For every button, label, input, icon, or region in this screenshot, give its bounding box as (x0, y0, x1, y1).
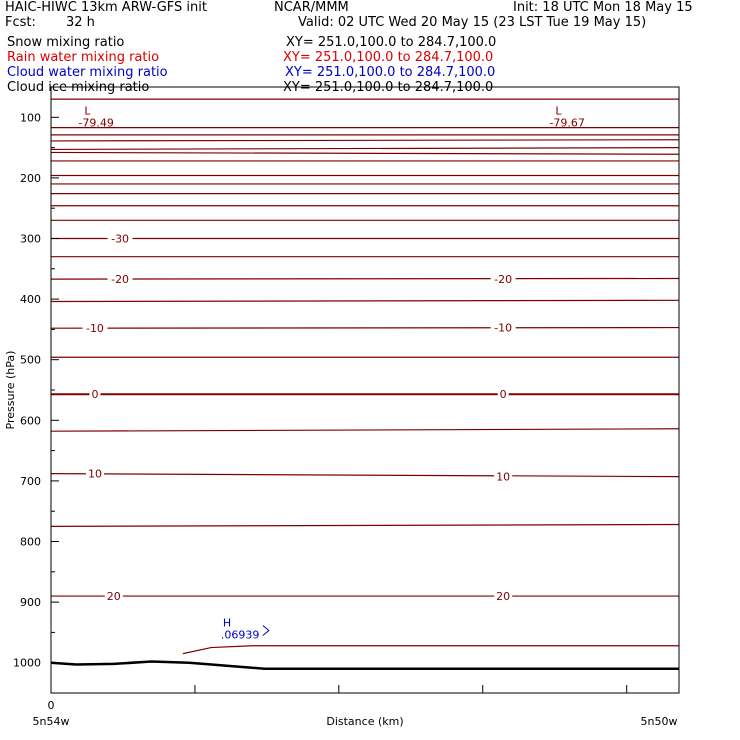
y-tick-label: 500 (20, 353, 41, 367)
forecast-label: Fcst: (5, 15, 36, 30)
y-tick-label: 300 (20, 232, 41, 246)
contour-label: -20 (494, 273, 513, 287)
legend-xy-snow: XY= 251.0,100.0 to 284.7,100.0 (286, 35, 497, 50)
contour-label: 10 (496, 470, 511, 484)
contour-label: 0 (499, 388, 507, 402)
temperature-contour (51, 152, 679, 154)
contour-label: 10 (87, 467, 102, 481)
legend-xy-cloud-water: XY= 251.0,100.0 to 284.7,100.0 (285, 65, 496, 80)
org-label: NCAR/MMM (274, 0, 349, 15)
y-tick-label: 800 (20, 535, 41, 549)
y-tick-label: 400 (20, 293, 41, 307)
temperature-contour (51, 474, 679, 477)
terrain-line (51, 661, 679, 668)
init-time: Init: 18 UTC Mon 18 May 15 (513, 0, 693, 15)
legend-name-cloud-ice: Cloud ice mixing ratio (7, 80, 150, 95)
model-title: HAIC-HIWC 13km ARW-GFS init (5, 0, 207, 15)
legend-xy-cloud-ice: XY= 251.0,100.0 to 284.7,100.0 (283, 80, 494, 95)
temperature-contour (51, 525, 679, 527)
cloud-water-contour (183, 646, 679, 654)
contour-label: -10 (494, 321, 513, 335)
y-tick-label: 900 (20, 596, 41, 610)
contour-label: -20 (111, 273, 130, 287)
y-tick-label: 700 (20, 474, 41, 488)
cloud-water-arrow-icon (263, 625, 269, 635)
y-axis-label: Pressure (hPa) (4, 350, 17, 430)
contour-label: -30 (111, 232, 130, 246)
low-marker: L (84, 104, 91, 118)
legend-name-cloud-water: Cloud water mixing ratio (7, 65, 168, 80)
contour-label: -10 (85, 322, 104, 336)
legend-name-rain: Rain water mixing ratio (7, 50, 160, 65)
cloud-water-high-marker: H (222, 616, 232, 630)
forecast-hours: 32 h (66, 15, 95, 30)
temperature-contour (51, 278, 679, 279)
plot-frame (51, 87, 679, 693)
x-right-location: 5n50w (640, 715, 678, 728)
temperature-contour (51, 300, 679, 301)
legend-xy-rain: XY= 251.0,100.0 to 284.7,100.0 (283, 50, 494, 65)
contour-label: 20 (106, 590, 121, 604)
y-tick-label: 200 (20, 171, 41, 185)
y-tick-label: 1000 (13, 656, 41, 670)
x-start-value: 0 (47, 699, 55, 712)
contour-label: 20 (496, 590, 511, 604)
low-marker: L (555, 104, 562, 118)
temperature-contour (51, 148, 679, 150)
temperature-contour (51, 328, 679, 329)
contour-label: 0 (91, 388, 99, 402)
x-left-location: 5n54w (32, 715, 70, 728)
temperature-contour (51, 140, 679, 141)
valid-time: Valid: 02 UTC Wed 20 May 15 (23 LST Tue 19 May 15) (298, 15, 647, 30)
x-axis-label: Distance (km) (326, 715, 404, 728)
low-value: -79.49 (78, 116, 114, 130)
cloud-water-high-value: .06939 (220, 628, 260, 642)
y-tick-label: 100 (20, 111, 41, 125)
y-tick-label: 600 (20, 414, 41, 428)
legend-name-snow: Snow mixing ratio (7, 35, 125, 50)
low-value: -79.67 (549, 116, 585, 130)
temperature-contour (51, 429, 679, 431)
